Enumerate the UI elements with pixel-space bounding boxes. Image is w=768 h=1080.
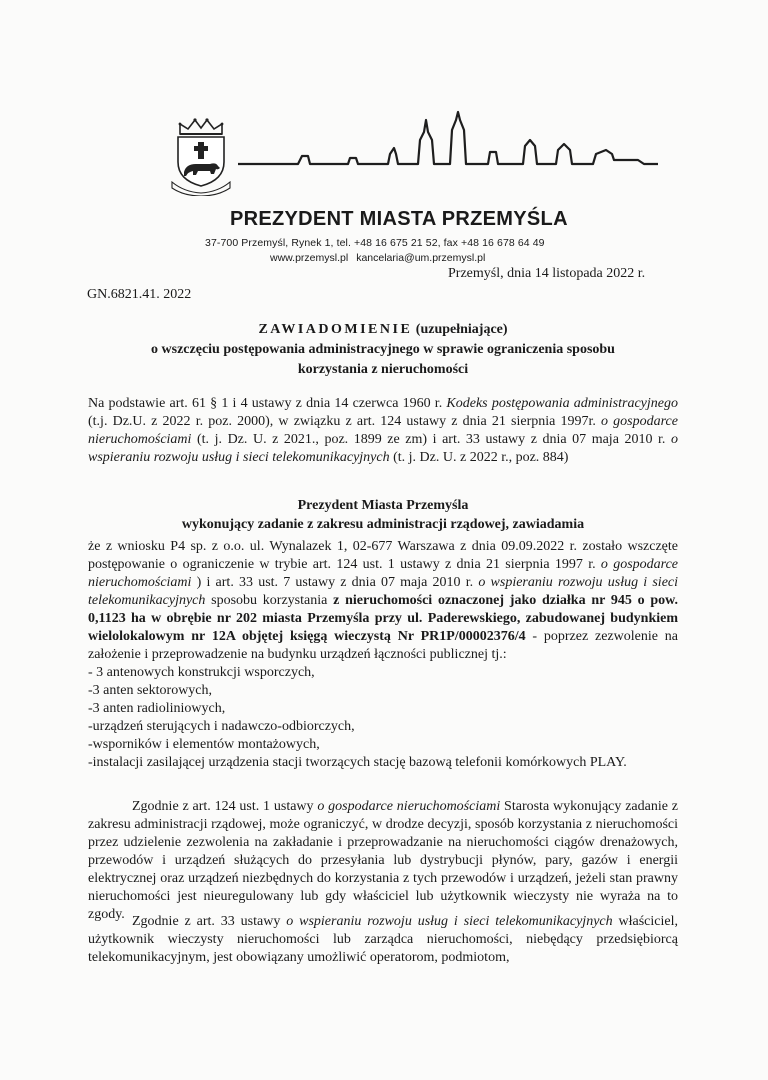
legal-basis-text-2: (t.j. Dz.U. z 2022 r. poz. 2000), w związku z art. 124 ustawy z dnia 21 sierpnia 1997r. — [88, 414, 602, 429]
title-main: ZAWIADOMIENIE — [258, 322, 413, 337]
list-item: -3 anten sektorowych, — [88, 683, 213, 698]
main-text-1: że z wniosku P4 sp. z o.o. ul. Wynalazek 1, 02-677 Warszawa z dnia 09.09.2022 r. zostało wszczęte postępowanie o ograniczenie w trybie art. 124 ust. 1 ustawy z dnia 21 sierpnia 1997 r. — [88, 539, 678, 572]
authority-heading — [88, 496, 678, 534]
title-line-3: korzystania z nieruchomości — [297, 362, 469, 377]
legal-basis-text-1: Na podstawie art. 61 § 1 i 4 ustawy z dnia 14 czerwca 1960 r. — [88, 396, 447, 411]
main-act-2: o wspieraniu rozwoju usług i sieci telekomunikacyjnych — [88, 575, 679, 608]
website-link[interactable]: www.przemysl.pl — [270, 252, 349, 264]
city-skyline-graphic — [238, 110, 658, 190]
list-item: -instalacji zasilającej urządzenia stacji tworzących stację bazową telefonii komórkowych PLAY. — [88, 755, 627, 770]
property-description: z nieruchomości oznaczonej jako działka nr 945 o pow. 0,1123 ha w obrębie nr 202 miasta Przemyśla przy ul. Paderewskiego, zabudowanej budynkiem wielolokalowym nr 12A objętej księgą wieczystą Nr PR1P/00002376/4 — [88, 593, 678, 644]
main-paragraph — [88, 538, 678, 772]
list-item: -urządzeń sterujących i nadawczo-odbiorczych, — [88, 719, 355, 734]
paragraph-art-33 — [88, 913, 678, 967]
list-item: - 3 antenowych konstrukcji wsporczych, — [88, 665, 315, 680]
document-date: Przemyśl, dnia 14 listopada 2022 r. — [448, 266, 646, 281]
art33-text-1: Zgodnie z art. 33 ustawy — [132, 914, 287, 929]
legal-basis-text-4: (t. j. Dz. U. z 2022 r., poz. 884) — [389, 450, 569, 465]
coat-of-arms-logo — [168, 116, 234, 196]
equipment-list — [88, 664, 678, 772]
paragraph-art-124 — [88, 798, 678, 924]
case-number: GN.6821.41. 2022 — [87, 287, 192, 302]
art33-act: o wspieraniu rozwoju usług i sieci telekomunikacyjnych — [286, 914, 613, 929]
title-line-2: o wszczęciu postępowania administracyjnego w sprawie ograniczenia sposobu — [151, 342, 615, 357]
legal-basis-act-3: o wspieraniu rozwoju usług i sieci telekomunikacyjnych — [88, 432, 678, 465]
authority-heading-line-1: Prezydent Miasta Przemyśla — [297, 498, 469, 513]
main-text-4: - poprzez zezwolenie na założenie i przeprowadzenie na budynku urządzeń łączności publicznej tj.: — [88, 629, 678, 662]
document-title — [90, 320, 676, 380]
main-text-2: ) i art. 33 ust. 7 ustawy z dnia 07 maja 2010 r. — [191, 575, 479, 590]
main-text-3: sposobu korzystania — [205, 593, 334, 608]
art124-act: o gospodarce nieruchomościami — [317, 799, 501, 814]
art124-text-2: Starosta wykonujący zadanie z zakresu administracji rządowej, może ograniczyć, w drodze decyzji, sposób korzystania z nieruchomości przez udzielenie zezwolenia na zakładanie i przeprowadzanie na nieruchomości ciągów drenażowych, przewodów i urządzeń służących do przesyłania lub dystrybucji płynów, pary, gazów i energii elektrycznej oraz urządzeń niezbędnych do korzystania z tych przewodów i urządzeń, jeżeli stan prawny nieruchomości jest nieuregulowany lub gdy właściciel lub użytkownik wieczysty nie wyraża na to zgody. — [88, 799, 678, 922]
title-suffix: (uzupełniające) — [415, 322, 508, 337]
organization-contact — [270, 252, 485, 264]
legal-basis-paragraph — [88, 395, 678, 467]
organization-address: 37-700 Przemyśl, Rynek 1, tel. +48 16 675 21 52, fax +48 16 678 64 49 — [205, 237, 545, 249]
organization-name: PREZYDENT MIASTA PRZEMYŚLA — [230, 208, 568, 230]
list-item: -wsporników i elementów montażowych, — [88, 737, 320, 752]
legal-basis-act-2: o gospodarce nieruchomościami — [88, 414, 678, 447]
list-item: -3 anten radioliniowych, — [88, 701, 226, 716]
legal-basis-text-3: (t. j. Dz. U. z 2021., poz. 1899 ze zm) i art. 33 ustawy z dnia 07 maja 2010 r. — [191, 432, 671, 447]
art33-text-2: właściciel, użytkownik wieczysty nieruchomości lub zarządca nieruchomości, niebędący przedsiębiorcą telekomunikacyjnym, jest obowiązany umożliwić operatorom, podmiotom, — [88, 914, 678, 965]
main-act-1: o gospodarce nieruchomościami — [88, 557, 678, 590]
email-link[interactable]: kancelaria@um.przemysl.pl — [356, 252, 486, 264]
authority-heading-line-2: wykonujący zadanie z zakresu administracji rządowej, zawiadamia — [181, 517, 585, 532]
legal-basis-act-1: Kodeks postępowania administracyjnego — [446, 396, 678, 411]
art124-text-1: Zgodnie z art. 124 ust. 1 ustawy — [132, 799, 318, 814]
